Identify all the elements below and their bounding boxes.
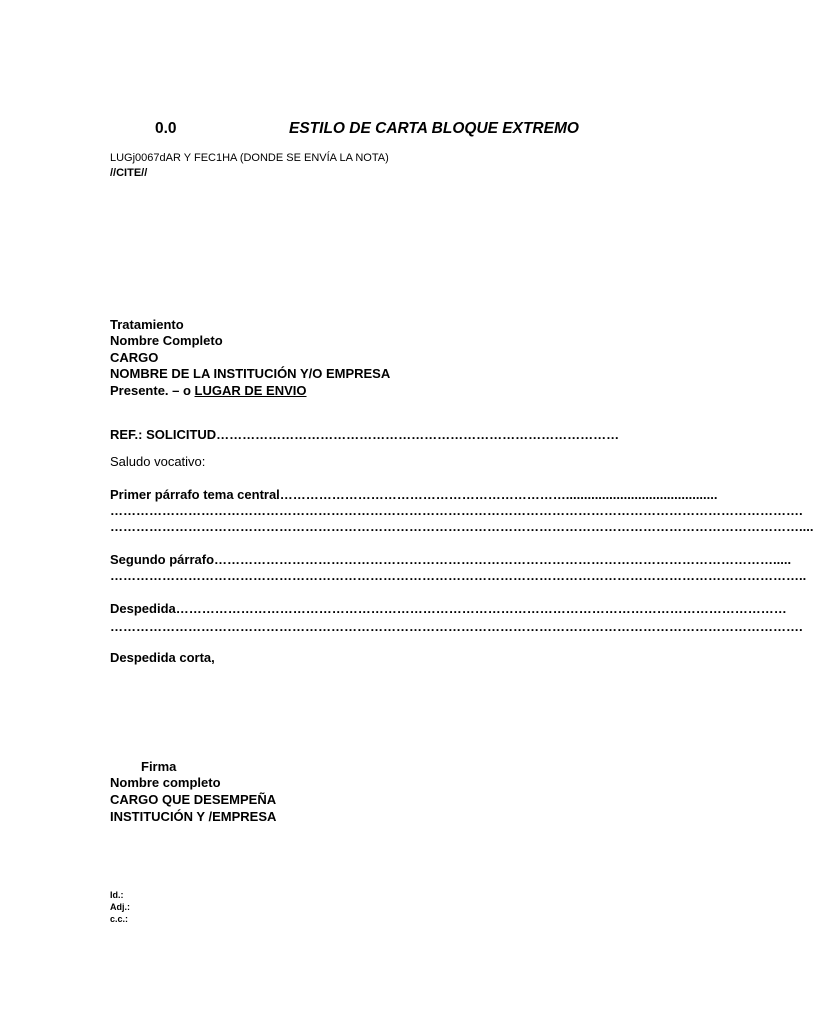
recipient-position: CARGO bbox=[110, 350, 159, 365]
footer-cc: c.c.: bbox=[110, 914, 129, 924]
reference-line: REF.: SOLICITUD………………………………………………………………………………… bbox=[110, 427, 620, 442]
present-prefix: Presente. – o bbox=[110, 383, 195, 398]
place-date-line: LUGj0067dAR Y FEC1HA (DONDE SE ENVÍA LA NOTA) bbox=[110, 152, 389, 164]
recipient-present-line bbox=[110, 383, 307, 399]
paragraph-1-line-1: Primer párrafo tema central………………………………………………………….......................................... bbox=[110, 487, 718, 502]
paragraph-1-line-3: …………………………………………………………………………………………………………………………………………….... bbox=[110, 519, 813, 534]
farewell-line-2: ……………………………………………………………………………………………………………………………………………. bbox=[110, 619, 803, 634]
greeting-line: Saludo vocativo: bbox=[110, 454, 206, 469]
farewell-line-1: Despedida…………………………………………………………………………………………………………………………… bbox=[110, 601, 787, 616]
paragraph-1-line-2: ……………………………………………………………………………………………………………………………………………. bbox=[110, 503, 803, 518]
recipient-treatment: Tratamiento bbox=[110, 317, 184, 332]
footer-id: Id.: bbox=[110, 890, 124, 900]
short-farewell: Despedida corta, bbox=[110, 650, 215, 665]
signer-institution: INSTITUCIÓN Y /EMPRESA bbox=[110, 809, 277, 824]
footer-adj: Adj.: bbox=[110, 902, 130, 912]
signer-position: CARGO QUE DESEMPEÑA bbox=[110, 792, 277, 807]
cite-line: //CITE// bbox=[110, 167, 148, 179]
recipient-full-name: Nombre Completo bbox=[110, 333, 223, 348]
signature-label: Firma bbox=[141, 759, 177, 774]
heading-number: 0.0 bbox=[155, 120, 177, 137]
paragraph-2-line-1: Segundo párrafo…………………………………………………………………………………………………………………..... bbox=[110, 552, 792, 567]
recipient-institution: NOMBRE DE LA INSTITUCIÓN Y/O EMPRESA bbox=[110, 366, 391, 381]
page-title: ESTILO DE CARTA BLOQUE EXTREMO bbox=[289, 120, 579, 137]
paragraph-2-line-2: …………………………………………………………………………………………………………………………………………….. bbox=[110, 568, 807, 583]
present-place: LUGAR DE ENVIO bbox=[194, 383, 307, 398]
signer-full-name: Nombre completo bbox=[110, 775, 221, 790]
